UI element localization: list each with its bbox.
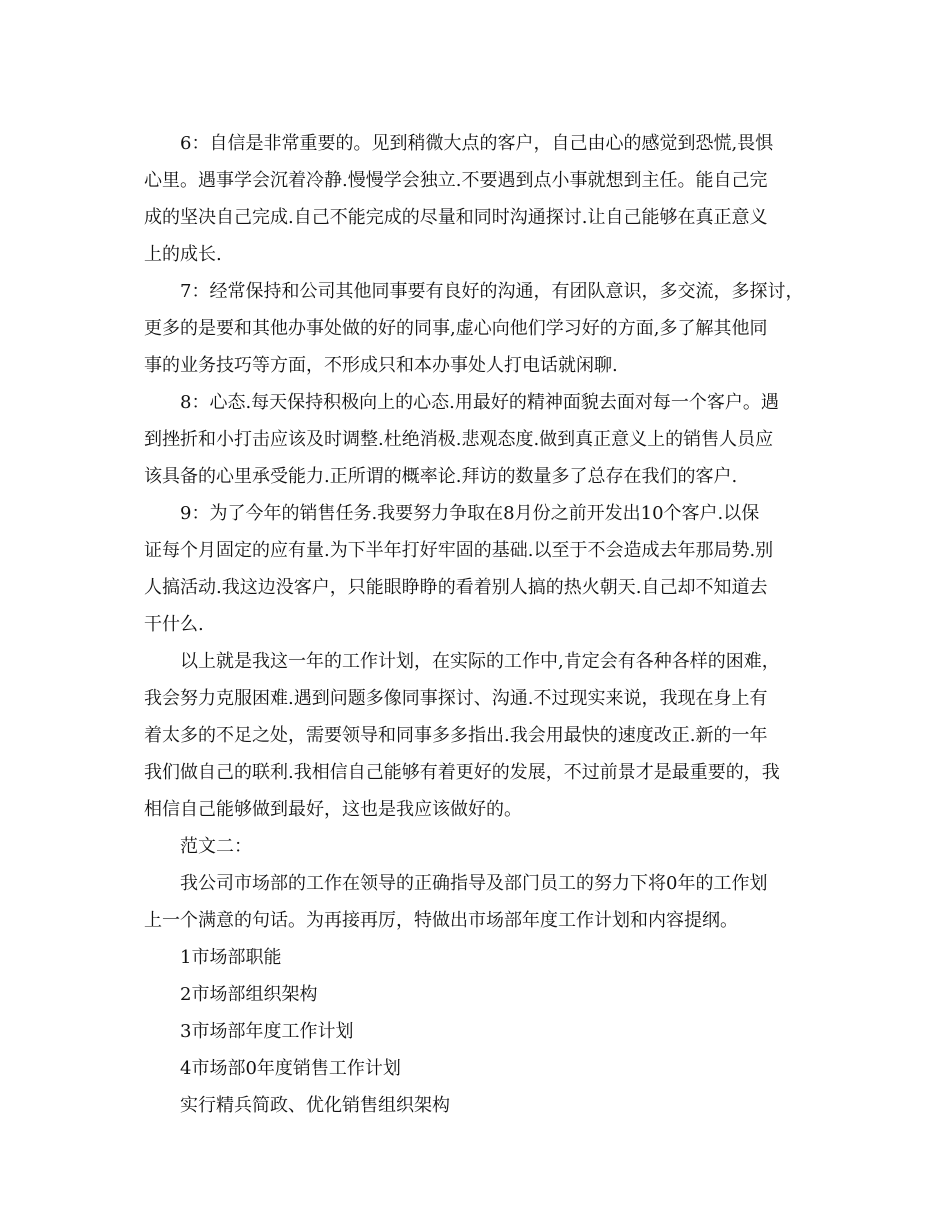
text-line: 更多的是要和其他办事处做的好的同事,虚心向他们学习好的方面,多了解其他同 [144,318,768,339]
text-line: 着太多的不足之处，需要领导和同事多多指出.我会用最快的速度改正.新的一年 [144,725,768,746]
text-line: 相信自己能够做到最好，这也是我应该做好的。 [144,799,522,820]
text-line: 上一个满意的句话。为再接再厉，特做出市场部年度工作计划和内容提纲。 [144,910,738,931]
text-line: 我们做自己的联利.我相信自己能够有着更好的发展，不过前景才是最重要的，我 [144,762,780,783]
section-heading: 范文二： [180,836,252,857]
text-line: 9：为了今年的销售任务.我要努力争取在8月份之前开发出10个客户.以保 [180,503,760,524]
text-line: 干什么. [144,614,204,635]
text-line: 以上就是我这一年的工作计划，在实际的工作中,肯定会有各种各样的困难， [180,651,780,672]
text-line: 成的坚决自己完成.自己不能完成的尽量和同时沟通探讨.让自己能够在真正意义 [144,207,768,228]
text-line: 事的业务技巧等方面，不形成只和本办事处人打电话就闲聊. [144,355,618,376]
outline-item: 4市场部0年度销售工作计划 [180,1058,401,1079]
text-line: 7：经常保持和公司其他同事要有良好的沟通，有团队意识，多交流，多探讨， [180,281,804,302]
text-line: 该具备的心里承受能力.正所谓的概率论.拜访的数量多了总存在我们的客户. [144,466,738,487]
outline-item: 1市场部职能 [180,947,282,968]
text-line: 实行精兵简政、优化销售组织架构 [180,1095,450,1116]
outline-item: 3市场部年度工作计划 [180,1021,354,1042]
text-line: 我公司市场部的工作在领导的正确指导及部门员工的努力下将0年的工作划 [180,873,768,894]
text-line: 心里。遇事学会沉着冷静.慢慢学会独立.不要遇到点小事就想到主任。能自己完 [144,170,768,191]
outline-item: 2市场部组织架构 [180,984,318,1005]
text-line: 8：心态.每天保持积极向上的心态.用最好的精神面貌去面对每一个客户。遇 [180,392,779,413]
text-line: 人搞活动.我这边没客户，只能眼睁睁的看着别人搞的热火朝天.自己却不知道去 [144,577,768,598]
text-line: 到挫折和小打击应该及时调整.杜绝消极.悲观态度.做到真正意义上的销售人员应 [144,429,774,450]
text-line: 我会努力克服困难.遇到问题多像同事探讨、沟通.不过现实来说，我现在身上有 [144,688,768,709]
text-line: 上的成长. [144,244,222,265]
text-line: 证每个月固定的应有量.为下半年打好牢固的基础.以至于不会造成去年那局势.别 [144,540,774,561]
text-line: 6：自信是非常重要的。见到稍微大点的客户，自己由心的感觉到恐慌,畏惧 [180,133,774,154]
